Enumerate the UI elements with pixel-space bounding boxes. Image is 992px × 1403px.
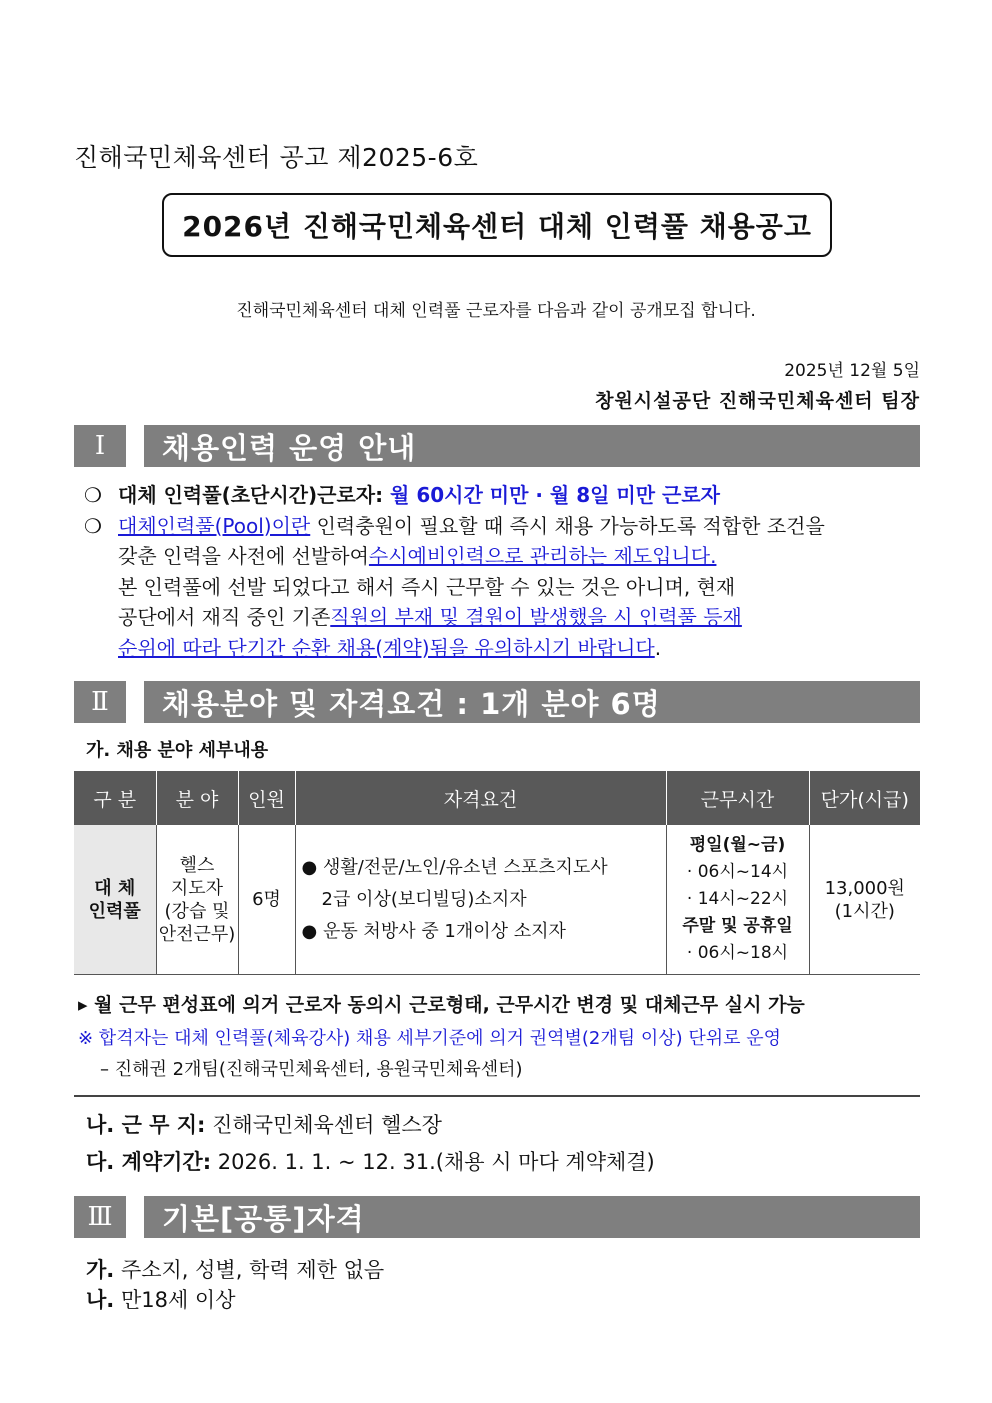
qualification-a-label: 가. (86, 1258, 115, 1282)
col-header-wage: 단가(시급) (809, 771, 920, 825)
category-line: 인력풀 (88, 900, 141, 922)
contract-period-value: 2026. 1. 1. ~ 12. 31.(채용 시 마다 계약체결) (211, 1150, 655, 1174)
cell-wage (809, 825, 920, 975)
field-line: 안전근무) (158, 923, 236, 945)
field-line: 헬스 (179, 854, 215, 876)
work-location (86, 1109, 442, 1139)
contract-period-label: 다. 계약기간: (86, 1150, 212, 1174)
section-2-header (74, 681, 920, 723)
circle-bullet-icon: ❍ (84, 483, 102, 507)
qualification-item-cont: 2급 이상(보디빌딩)소지자 (321, 888, 527, 910)
basic-qualification-b (86, 1284, 235, 1314)
item2-line5-end: . (654, 635, 662, 660)
item1-label: 대체 인력풀(초단시간)근로자: (118, 483, 391, 507)
item2-line5 (84, 633, 920, 664)
field-line: (강습 및 (164, 900, 230, 922)
item2-line3-text: 본 인력풀에 선발 되었다고 해서 즉시 근무할 수 있는 것은 아니며, 현재 (118, 574, 736, 599)
qualification-b-value: 만18세 이상 (114, 1288, 236, 1312)
hours-slot: · 06시~18시 (686, 943, 789, 963)
note-teams: – 진해권 2개팀(진해국민체육센터, 용원국민체육센터) (100, 1059, 523, 1080)
category-line: 대 체 (94, 877, 136, 899)
list-item (84, 511, 920, 542)
cell-hours (666, 825, 809, 975)
table-header-row (74, 771, 920, 825)
divider (74, 1095, 920, 1097)
hours-weekend-label: 주말 및 공휴일 (682, 916, 793, 936)
notice-date: 2025년 12월 5일 (784, 361, 920, 381)
wage-unit: (1시간) (834, 900, 895, 922)
section-3-number: Ⅲ (74, 1196, 126, 1238)
qualification-a-value: 주소지, 성별, 학력 제한 없음 (114, 1258, 385, 1282)
hours-slot: · 06시~14시 (686, 862, 789, 882)
contract-period (86, 1146, 655, 1176)
table-row (74, 825, 920, 975)
cell-qualification: ● 생활/전문/노인/유소년 스포츠지도사 2급 이상(보디빌딩)소지자 ● 운동 처방사 중 1개이상 소지자 (295, 825, 666, 975)
issuer: 창원시설공단 진해국민체육센터 팀장 (595, 390, 920, 412)
item2-line4 (84, 602, 920, 633)
qualification-item: 운동 처방사 중 1개이상 소지자 (322, 920, 566, 942)
col-header-category: 구 분 (74, 771, 156, 825)
circle-bullet-icon: ❍ (84, 513, 102, 538)
work-location-label: 나. 근 무 지: (86, 1113, 206, 1137)
item2-line4-highlight: 직원의 부재 및 결원이 발생했을 시 인력풀 등재 (330, 605, 742, 629)
section-1-body (84, 480, 920, 663)
subheading-detail: 가. 채용 분야 세부내용 (86, 740, 269, 761)
hours-weekday-label: 평일(월~금) (689, 835, 786, 855)
list-item (84, 480, 920, 511)
section-3-header (74, 1196, 920, 1238)
field-line: 지도자 (170, 877, 224, 899)
work-location-value: 진해국민체육센터 헬스장 (205, 1113, 442, 1137)
qualification-b-label: 나. (86, 1288, 115, 1312)
col-header-count: 인원 (238, 771, 295, 825)
wage-value: 13,000원 (824, 877, 905, 899)
section-3-title: 기본[공통]자격 (144, 1196, 920, 1238)
item2-line3 (84, 572, 920, 603)
col-header-qualification: 자격요건 (295, 771, 666, 825)
notice-number: 진해국민체육센터 공고 제2025-6호 (74, 143, 479, 172)
section-1-title: 채용인력 운영 안내 (144, 425, 920, 467)
section-2-title: 채용분야 및 자격요건 : 1개 분야 6명 (144, 681, 920, 723)
item2-line2-text: 갖춘 인력을 사전에 선발하여 (118, 544, 369, 568)
cell-count: 6명 (238, 825, 295, 975)
col-header-field: 분 야 (156, 771, 238, 825)
intro-text: 진해국민체육센터 대체 인력풀 근로자를 다음과 같이 공개모집 합니다. (236, 301, 756, 321)
item2-text: 인력충원이 필요할 때 즉시 채용 가능하도록 적합한 조건을 (310, 513, 825, 538)
cell-category (74, 825, 156, 975)
hours-slot: · 14시~22시 (686, 889, 789, 909)
requirements-table (74, 771, 920, 975)
cell-field (156, 825, 238, 975)
item2-line2 (84, 541, 920, 572)
pool-definition-term: 대체인력풀(Pool)이란 (118, 513, 311, 538)
item2-line5-highlight: 순위에 따라 단기간 순환 채용(계약)됨을 유의하시기 바랍니다 (118, 635, 655, 660)
item2-line4-text: 공단에서 재직 중인 기존 (118, 605, 331, 629)
item2-line2-highlight: 수시예비인력으로 관리하는 제도입니다. (368, 544, 717, 568)
item1-value: 월 60시간 미만 · 월 8일 미만 근로자 (390, 483, 720, 507)
note-operation: ※ 합격자는 대체 인력풀(체육강사) 채용 세부기준에 의거 권역별(2개팀 이상) 단위로 운영 (78, 1028, 782, 1049)
qualification-item: 생활/전문/노인/유소년 스포츠지도사 (322, 856, 608, 878)
col-header-hours: 근무시간 (666, 771, 809, 825)
section-1-header (74, 425, 920, 467)
note-schedule: ▸ 월 근무 편성표에 의거 근로자 동의시 근로형태, 근무시간 변경 및 대체근무 실시 가능 (78, 994, 805, 1016)
basic-qualification-a (86, 1254, 384, 1284)
page-title: 2026년 진해국민체육센터 대체 인력풀 채용공고 (162, 193, 832, 257)
section-2-number: Ⅱ (74, 681, 126, 723)
section-1-number: Ⅰ (74, 425, 126, 467)
